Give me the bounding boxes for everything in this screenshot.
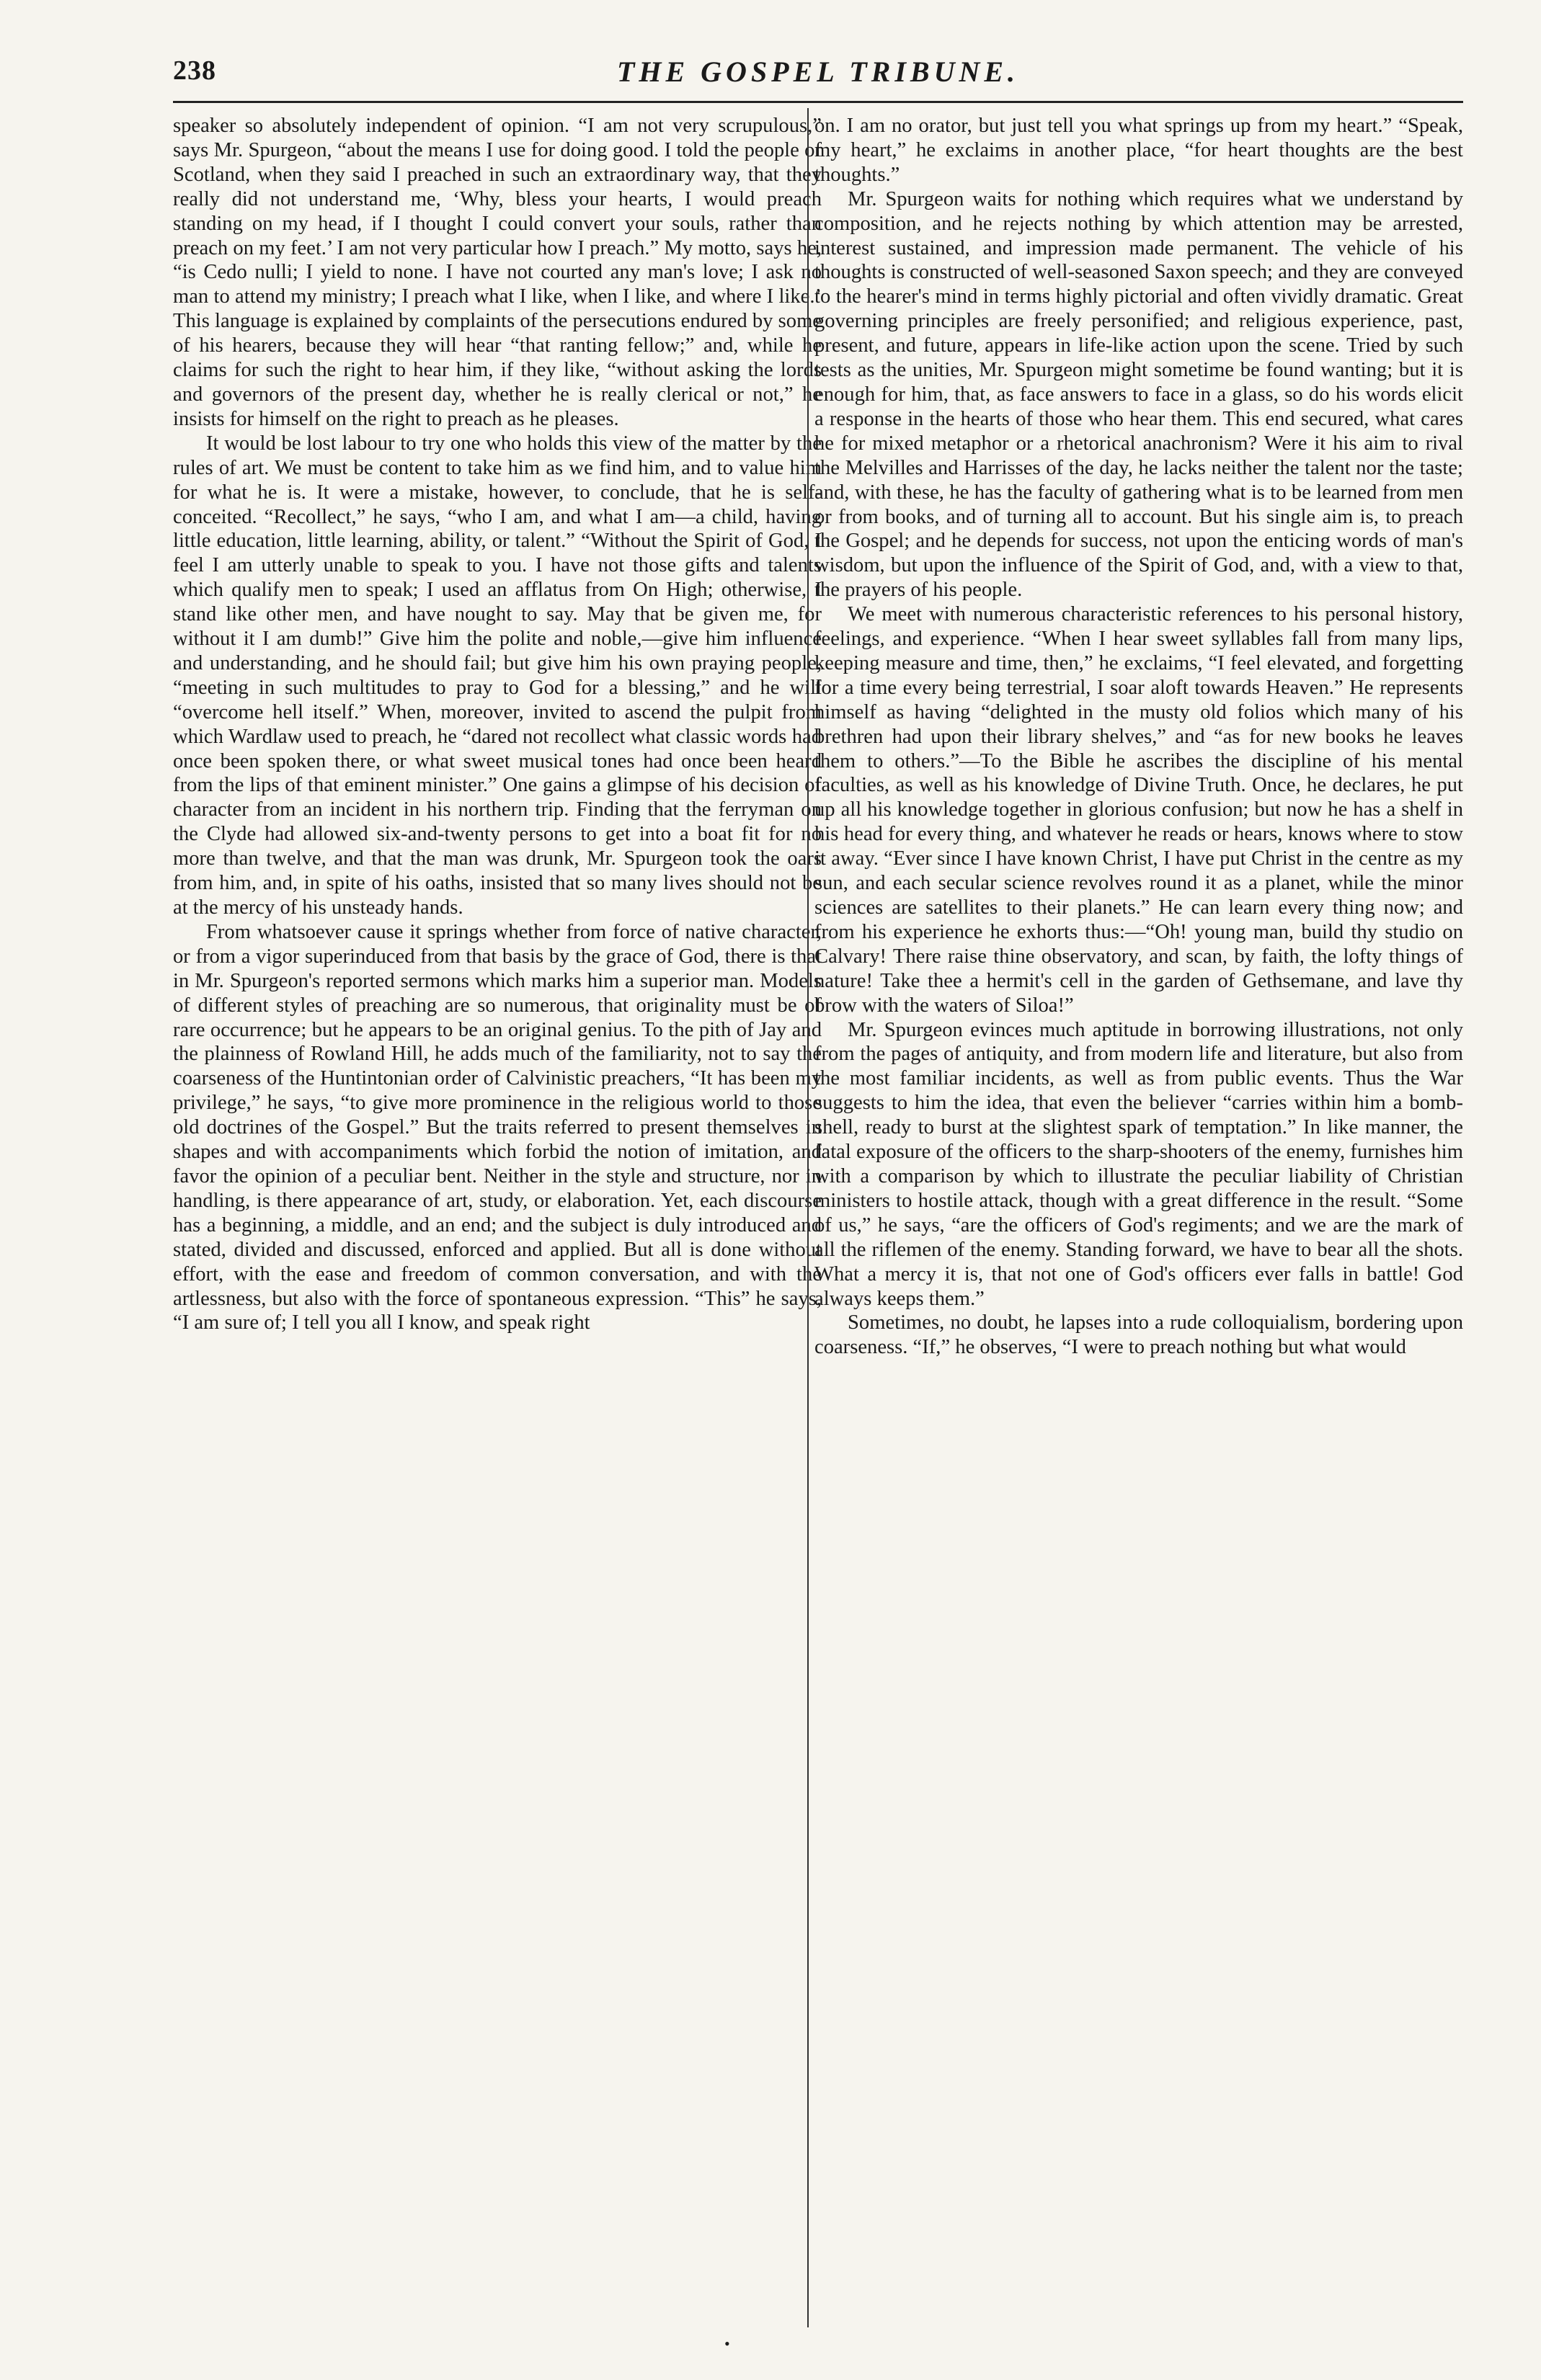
left-paragraph-1: speaker so absolutely independent of opinion. “I am not very scrupulous,” says Mr. Spurgeon, “about the means I use for doing good. I told the people of Scotland, when they said I preached in such an extraordinary way, that they really did not understand me, ‘Why, bless your hearts, I would preach standing on my head, if I thought I could convert your souls, rather than preach on my feet.’ I am not very particular how I preach.” My motto, says he, “is Cedo nulli; I yield to none. I have not courted any man's love; I ask no man to attend my ministry; I preach what I like, when I like, and where I like.’ This language is explained by complaints of the persecutions endured by some of his hearers, because they will hear “that ranting fellow;” and, while he claims for such the right to hear him, if they like, “without asking the lords and governors of the present day, whether he is really clerical or not,” he insists for himself on the right to preach as he pleases. — [173, 115, 822, 430]
header-rule — [173, 101, 1463, 103]
right-paragraph-1: on. I am no orator, but just tell you what springs up from my heart.” “Speak, my heart,” he exclaims in another place, “for heart thoughts are the best thoughts.” — [814, 115, 1463, 186]
page-header — [173, 55, 1463, 98]
left-paragraph-2: It would be lost labour to try one who holds this view of the matter by the rules of art. We must be content to take him as we find him, and to value him for what he is. It were a mistake, however, to conclude, that he is self-conceited. “Recollect,” he says, “who I am, and what I am—a child, having little education, little learning, ability, or talent.” “Without the Spirit of God, I feel I am utterly unable to speak to you. I have not those gifts and talents which qualify men to speak; I used an afflatus from On High; otherwise, I stand like other men, and have nought to say. May that be given me, for without it I am dumb!” Give him the polite and noble,—give him influence and understanding, and he should fail; but give him his own praying people, “meeting in such multitudes to pray to God for a blessing,” and he will “overcome hell itself.” When, moreover, invited to ascend the pulpit from which Wardlaw used to preach, he “dared not recollect what classic words had once been spoken there, or what sweet musical tones had once been heard from the lips of that eminent minister.” One gains a glimpse of his decision of character from an incident in his northern trip. Finding that the ferryman on the Clyde had allowed six-and-twenty persons to get into a boat fit for no more than twelve, and that the man was drunk, Mr. Spurgeon took the oars from him, and, in spite of his oaths, insisted that so many lives should not be at the mercy of his unsteady hands. — [173, 432, 822, 919]
right-paragraph-2: Mr. Spurgeon waits for nothing which requires what we understand by composition, and he rejects nothing by which attention may be arrested, interest sustained, and impression made permanent. The vehicle of his thoughts is constructed of well-seasoned Saxon speech; and they are conveyed to the hearer's mind in terms highly pictorial and often vividly dramatic. Great governing principles are freely personified; and religious experience, past, present, and future, appears in life-like action upon the scene. Tried by such tests as the unities, Mr. Spurgeon might sometime be found wanting; but it is enough for him, that, as face answers to face in a glass, so do his words elicit a response in the hearts of those who hear them. This end secured, what cares he for mixed metaphor or a rhetorical anachronism? Were it his aim to rival the Melvilles and Harrisses of the day, he lacks neither the talent nor the taste; and, with these, he has the faculty of gathering what is to be learned from men or from books, and of turning all to account. But his single aim is, to preach the Gospel; and he depends for success, not upon the enticing words of man's wisdom, but upon the influence of the Spirit of God, and, with a view to that, the prayers of his people. — [814, 187, 1463, 602]
right-paragraph-4: Mr. Spurgeon evinces much aptitude in borrowing illustrations, not only from the pages of antiquity, and from modern life and literature, but also from the most familiar incidents, as well as from public events. Thus the War suggests to him the idea, that even the believer “carries within him a bomb-shell, ready to burst at the slightest spark of temptation.” In like manner, the fatal exposure of the officers to the sharp-shooters of the enemy, furnishes him with a comparison by which to illustrate the peculiar liability of Christian ministers to hostile attack, though with a great difference in the result. “Some of us,” he says, “are the officers of God's regiments; and we are the mark of all the riflemen of the enemy. Standing forward, we have to bear all the shots. What a mercy it is, that not one of God's officers ever falls in battle! God always keeps them.” — [814, 1018, 1463, 1310]
page-number: 238 — [173, 55, 216, 86]
footer-dot: • — [724, 2335, 730, 2353]
right-paragraph-5: Sometimes, no doubt, he lapses into a rude colloquialism, bordering upon coarseness. “If,” he observes, “I were to preach nothing but what would — [814, 1311, 1463, 1359]
right-paragraph-3: We meet with numerous characteristic references to his personal history, feelings, and experience. “When I hear sweet syllables fall from many lips, keeping measure and time, then,” he exclaims, “I feel elevated, and forgetting for a time every being terrestrial, I soar aloft towards Heaven.” He represents himself as having “delighted in the musty old folios which many of his brethren had upon their library shelves,” and “as for new books he leaves them to others.”—To the Bible he ascribes the discipline of his mental faculties, as well as his knowledge of Divine Truth. Once, he declares, he put up all his knowledge together in glorious confusion; but now he has a shelf in his head for every thing, and whatever he reads or hears, knows where to stow it away. “Ever since I have known Christ, I have put Christ in the centre as my sun, and each secular science revolves round it as a planet, while the minor sciences are satellites to their planets.” He can learn every thing now; and from his experience he exhorts thus:—“Oh! young man, build thy studio on Calvary! There raise thine observatory, and scan, by faith, the lofty things of nature! Take thee a hermit's cell in the garden of Gethsemane, and lave thy brow with the waters of Siloa!” — [814, 603, 1463, 1017]
right-column — [814, 114, 1463, 1360]
journal-title: THE GOSPEL TRIBUNE. — [616, 55, 1020, 88]
left-column — [173, 114, 822, 1335]
column-divider — [807, 108, 809, 2327]
left-paragraph-3: From whatsoever cause it springs whether from force of native character, or from a vigor superinduced from that basis by the grace of God, there is that in Mr. Spurgeon's reported sermons which marks him a superior man. Models of different styles of preaching are so numerous, that originality must be of rare occurrence; but he appears to be an original genius. To the pith of Jay and the plainness of Rowland Hill, he adds much of the familiarity, not to say the coarseness of the Huntintonian order of Calvinistic preachers, “It has been my privilege,” he says, “to give more prominence in the religious world to those old doctrines of the Gospel.” But the traits referred to present themselves in shapes and with accompaniments which forbid the notion of imitation, and favor the opinion of a peculiar bent. Neither in the style and structure, nor in handling, is there appearance of art, study, or elaboration. Yet, each discourse has a beginning, a middle, and an end; and the subject is duly introduced and stated, divided and discussed, enforced and applied. But all is done without effort, with the ease and freedom of common conversation, and with the artlessness, but also with the force of spontaneous expression. “This” he says, “I am sure of; I tell you all I know, and speak right — [173, 920, 822, 1334]
